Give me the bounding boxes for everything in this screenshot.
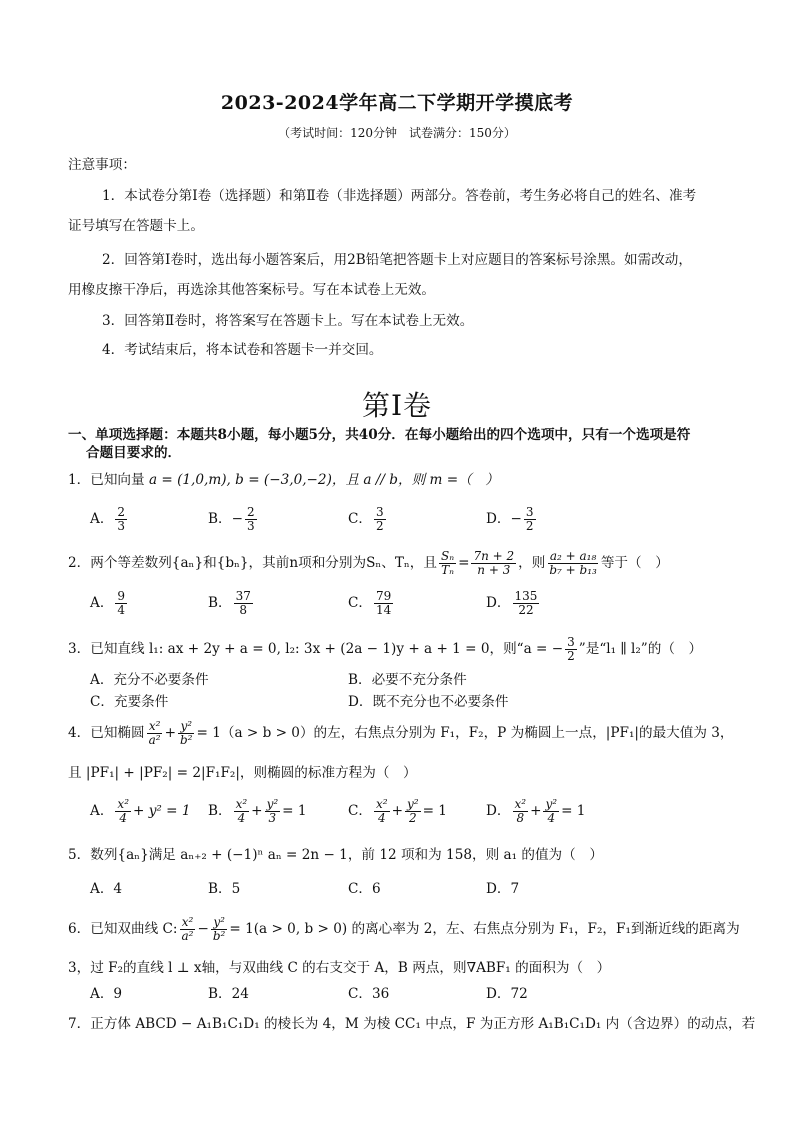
section-title: 第Ⅰ卷 [361, 389, 433, 422]
q1-expression: a = (1,0,m), b = (−3,0,−2)，且 a // b，则 m =（ ） [148, 472, 499, 488]
question-4-line-2: 且 |PF₁| + |PF₂| = 2|F₁F₂|，则椭圆的标准方程为（ ） [68, 765, 417, 781]
q3-option-a[interactable]: A．充分不必要条件 [90, 672, 209, 688]
note-line-1: 1．本试卷分第Ⅰ卷（选择题）和第Ⅱ卷（非选择题）两部分。答卷前，考生务必将自己的姓名、准考 [102, 188, 697, 204]
q4-option-b[interactable]: B． $\frac{\text{x²}}{4}$ + $\frac{\text{y²}}{3}$ = 1 [208, 797, 307, 825]
question-2: 2．两个等差数列{aₙ}和{bₙ}，其前n项和分别为Sₙ、Tₙ，且 $\frac{\text{Sₙ}}{\text{Tₙ}}$ = $\frac{7n + 2}{n + 3}$ ，则 $\frac{\text{a₂ + a₁₈}}{\text{b₇ + b₁₃}}$ 等于（ ） [68, 549, 669, 577]
note-line-5: 3．回答第Ⅱ卷时，将答案写在答题卡上。写在本试卷上无效。 [102, 313, 474, 329]
part1-instruction-1: 一、单项选择题：本题共8小题，每小题5分，共40分．在每小题给出的四个选项中，只有一个选项是符 [68, 427, 691, 443]
q4-option-a[interactable]: A． $\frac{\text{x²}}{4}$ + y² = 1 [90, 797, 191, 825]
note-line-2: 证号填写在答题卡上。 [68, 218, 204, 234]
q6-option-a[interactable]: A．9 [90, 986, 123, 1002]
note-line-6: 4．考试结束后，将本试卷和答题卡一并交回。 [102, 342, 383, 358]
q6-option-c[interactable]: C．36 [348, 986, 390, 1002]
q2-option-c[interactable]: C． $\frac{79}{14}$ [348, 589, 392, 617]
notes-heading: 注意事项： [68, 157, 136, 173]
q6-option-b[interactable]: B．24 [208, 986, 249, 1002]
question-4: 4．已知椭圆 $\frac{\text{x²}}{\text{a²}}$ + $\frac{\text{y²}}{\text{b²}}$ = 1（a > b > 0）的左，右焦点分别为 F₁，F₂，P 为椭圆上一点，|PF₁|的最大值为 3， [68, 719, 734, 747]
q4-option-d[interactable]: D． $\frac{\text{x²}}{8}$ + $\frac{\text{y²}}{4}$ = 1 [486, 797, 586, 825]
question-1 [68, 470, 499, 490]
note-line-4: 用橡皮擦干净后，再选涂其他答案标号。写在本试卷上无效。 [68, 282, 436, 298]
q1-option-b[interactable]: B．− $\frac{2}{3}$ [208, 505, 255, 533]
question-7: 7．正方体 ABCD − A₁B₁C₁D₁ 的棱长为 4，M 为棱 CC₁ 中点，F 为正方形 A₁B₁C₁D₁ 内（含边界）的动点，若 [68, 1016, 756, 1032]
q6-option-d[interactable]: D．72 [486, 986, 528, 1002]
question-6: 6．已知双曲线 C: $\frac{\text{x²}}{\text{a²}}$ − $\frac{\text{y²}}{\text{b²}}$ = 1(a > 0, b > 0) 的离心率为 2，左、右焦点分别为 F₁，F₂，F₁到渐近线的距离为 [68, 915, 740, 943]
q3-option-d[interactable]: D．既不充分也不必要条件 [348, 694, 509, 710]
exam-subtitle: （考试时间：120分钟 试卷满分：150分） [278, 126, 516, 140]
question-5: 5．数列{aₙ}满足 aₙ₊₂ + (−1)ⁿ aₙ = 2n − 1，前 12 项和为 158，则 a₁ 的值为（ ） [68, 847, 603, 863]
q3-option-b[interactable]: B．必要不充分条件 [348, 672, 467, 688]
q2-option-b[interactable]: B． $\frac{37}{8}$ [208, 589, 251, 617]
q5-option-b[interactable]: B．5 [208, 881, 241, 897]
q5-option-c[interactable]: C．6 [348, 881, 381, 897]
q2-option-a[interactable]: A． $\frac{9}{4}$ [90, 589, 126, 617]
q1-option-c[interactable]: C． $\frac{3}{2}$ [348, 505, 384, 533]
exam-title: 2023-2024学年高二下学期开学摸底考 [220, 92, 574, 114]
q3-option-c[interactable]: C．充要条件 [90, 694, 169, 710]
q1-option-a[interactable]: A． $\frac{2}{3}$ [90, 505, 126, 533]
question-6-line-2: 3，过 F₂的直线 l ⊥ x轴，与双曲线 C 的右支交于 A，B 两点，则∇ABF₁ 的面积为（ ） [68, 960, 611, 976]
part1-instruction-2: 合题目要求的． [86, 445, 182, 461]
q2-option-d[interactable]: D． $\frac{135}{22}$ [486, 589, 538, 617]
q1-stem: 1．已知向量 [68, 472, 145, 488]
q5-option-d[interactable]: D．7 [486, 881, 520, 897]
q4-option-c[interactable]: C． $\frac{\text{x²}}{4}$ + $\frac{\text{y²}}{2}$ = 1 [348, 797, 447, 825]
q5-option-a[interactable]: A．4 [90, 881, 123, 897]
q1-option-d[interactable]: D．− $\frac{3}{2}$ [486, 505, 534, 533]
note-line-3: 2．回答第Ⅰ卷时，选出每小题答案后，用2B铅笔把答题卡上对应题目的答案标号涂黑。如需改动， [102, 252, 692, 268]
question-3: 3．已知直线 l₁: ax + 2y + a = 0, l₂: 3x + (2a − 1)y + a + 1 = 0，则“a = − $\frac{3}{2}$ ”是“l₁ ∥ l₂”的（ ） [68, 635, 703, 663]
